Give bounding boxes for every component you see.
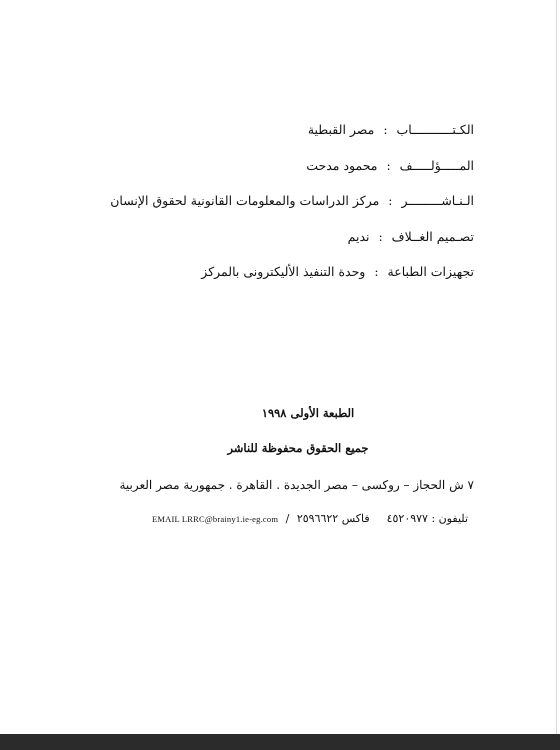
credit-row-print-prep	[54, 260, 474, 296]
credit-row-author	[54, 154, 474, 190]
credit-label: الـنـاشـــــــــر	[401, 193, 474, 208]
contact-separator: /	[285, 512, 290, 525]
credit-separator: :	[374, 264, 379, 279]
credit-label: الكـتـــــــــــاب	[396, 122, 474, 137]
credit-separator: :	[378, 228, 383, 244]
credit-row-cover-design	[54, 225, 474, 261]
address-line: ٧ ش الحجاز – روكسى – مصر الجديدة . القاهرة . جمهورية مصر العربية	[119, 478, 474, 492]
rights-line: جميع الحقوق محفوظة للناشر	[227, 441, 369, 455]
credit-value: مصر القبطية	[307, 122, 375, 137]
contact-line	[152, 512, 468, 525]
credit-row-publisher	[54, 189, 474, 225]
credit-separator: :	[388, 193, 393, 208]
credit-value: وحدة التنفيذ الأليكترونى بالمركز	[201, 264, 366, 279]
credit-label: المـــــؤلـــــف	[399, 157, 474, 173]
credit-value: محمود مدحت	[306, 157, 378, 173]
credit-label: تجهيزات الطباعة	[387, 264, 474, 279]
credit-value: مركز الدراسات والمعلومات القانونية لحقوق الإنسان	[110, 193, 380, 208]
phone-number: تليفون : ٤٥٢٠٩٧٧	[386, 512, 468, 525]
email-address: EMAIL LRRC@brainy1.ie-eg.com	[151, 514, 279, 524]
credit-value: نديم	[347, 228, 370, 244]
fax-number: فاكس ٢٥٩٦٦٢٢	[296, 512, 370, 525]
credit-row-book	[54, 118, 474, 154]
credit-separator: :	[386, 157, 391, 173]
edition-line: الطبعة الأولى ١٩٩٨	[261, 406, 355, 420]
credits-list	[54, 118, 474, 296]
viewer-bottom-bar	[0, 734, 560, 750]
credit-label: تصـميم الغــلاف	[391, 228, 474, 244]
credit-separator: :	[383, 122, 388, 137]
